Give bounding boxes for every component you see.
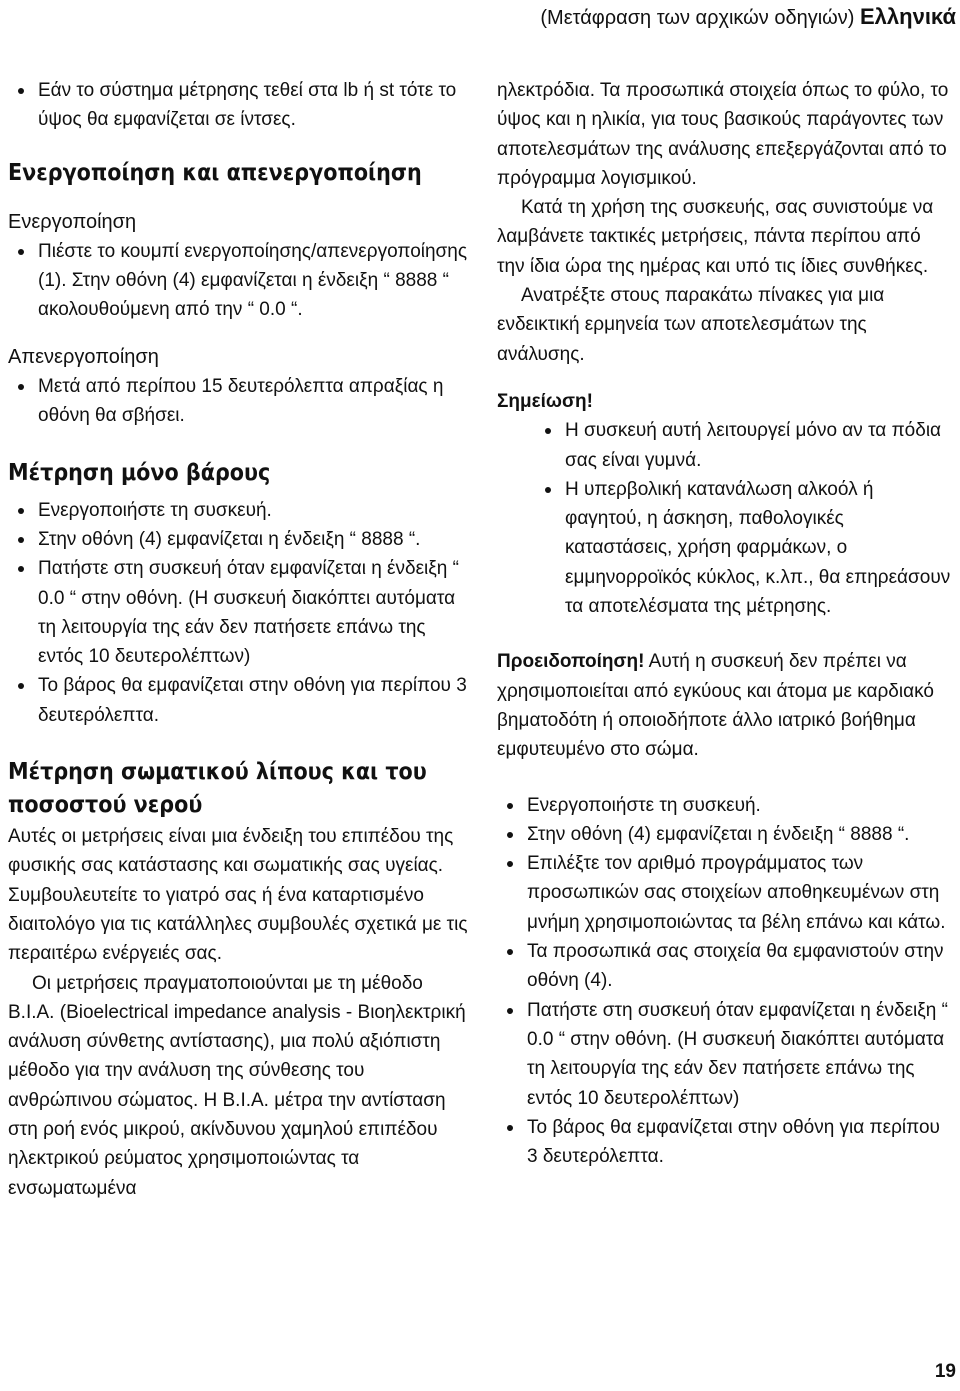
paragraph: Αυτές οι μετρήσεις είναι μια ένδειξη του επιπέδου της φυσικής σας κατάστασης και σωματικής σας υγείας. Συμβουλευτείτε το γιατρό σας ή ένα καταρτισμένο διαιτολόγο για τις κατάλληλες συμβουλές σχετικά με τις περαιτέρω ενέργειές σας. [8, 826, 468, 965]
paragraph: Οι μετρήσεις πραγματοποιούνται με τη μέθοδο B.I.A. (Bioelectrical impedance analysis - Βιοηλεκτρική ανάλυση σύνθετης αντίστασης), μια πολύ αξιόπιστη μέθοδο για την ανάλυση της σύνθεσης του ανθρώπινου σώματος. Η B.I.A. μέτρα την αντίσταση στη ροή ενός μικρού, ακίνδυνου χαμηλού επιπέδου ηλεκτρικού ρεύματος χρησιμοποιώντας τα ενσωματωμένα [8, 972, 466, 1199]
list-item: Πιέστε το κουμπί ενεργοποίησης/απενεργοποίησης (1). Στην οθόνη (4) εμφανίζεται η ένδειξη “ 8888 “ ακολουθούμενη από την “ 0.0 “. [8, 237, 470, 325]
section-title-fat [8, 756, 470, 822]
list-item: Εάν το σύστημα μέτρησης τεθεί στα lb ή st τότε το ύψος θα εμφανίζεται σε ίντσες. [8, 76, 470, 135]
section-title-fat-line2: ποσοστού νερού [8, 792, 203, 819]
list-item: Επιλέξτε τον αριθμό προγράμματος των προσωπικών σας στοιχείων αποθηκευμένων στη μνήμη χρησιμοποιώντας τα βέλη επάνω και κάτω. [497, 849, 952, 937]
note-title: Σημείωση! [497, 390, 593, 412]
paragraph: Κατά τη χρήση της συσκευής, σας συνιστούμε να λαμβάνετε τακτικές μετρήσεις, πάντα περίπου από την ίδια ώρα της ημέρας και υπό τις ίδιες συνθήκες. [497, 197, 934, 277]
right-column [497, 76, 952, 1171]
list-item: Πατήστε στη συσκευή όταν εμφανίζεται η ένδειξη “ 0.0 “ στην οθόνη. (Η συσκευή διακόπτει αυτόματα τη λειτουργία της εάν δεν πατήσετε επάνω της εντός 10 δευτερολέπτων) [497, 996, 952, 1113]
warning-text: Αυτή η συσκευή δεν πρέπει να χρησιμοποιείται από εγκύους και άτομα με καρδιακό βηματοδότη ή οποιοδήποτε άλλο ιατρικό βοήθημα εμφυτευμένο στο σώμα. [497, 651, 934, 761]
list-item: Πατήστε στη συσκευή όταν εμφανίζεται η ένδειξη “ 0.0 “ στην οθόνη. (Η συσκευή διακόπτει αυτόματα τη λειτουργία της εάν δεν πατήσετε επάνω της εντός 10 δευτερολέπτων) [8, 554, 470, 671]
page-number: 19 [934, 1361, 956, 1382]
list-item: Τα προσωπικά σας στοιχεία θα εμφανιστούν στην οθόνη (4). [497, 937, 952, 996]
list-item: Η υπερβολική κατανάλωση αλκοόλ ή φαγητού, η άσκηση, παθολογικές καταστάσεις, χρήση φαρμάκων, ο εμμηνορροϊκός κύκλος, κ.λπ., θα επηρεάσουν τα αποτελέσματα της μέτρησης. [535, 475, 952, 621]
section-title-weight: Μέτρηση μόνο βάρους [8, 459, 271, 486]
translation-note: (Μετάφραση των αρχικών οδηγιών) [540, 7, 855, 29]
list-item: Στην οθόνη (4) εμφανίζεται η ένδειξη “ 8888 “. [497, 820, 952, 849]
list-item: Η συσκευή αυτή λειτουργεί μόνο αν τα πόδια σας είναι γυμνά. [535, 416, 952, 475]
note-list [497, 416, 952, 621]
list-item: Ενεργοποιήστε τη συσκευή. [497, 791, 952, 820]
subtitle-off: Απενεργοποίηση [8, 345, 159, 368]
list-item: Ενεργοποιήστε τη συσκευή. [8, 496, 470, 525]
page-header [540, 4, 956, 30]
list-item: Στην οθόνη (4) εμφανίζεται η ένδειξη “ 8888 “. [8, 525, 470, 554]
subtitle-on: Ενεργοποίηση [8, 210, 137, 233]
warning-paragraph [497, 647, 952, 764]
paragraph: ηλεκτρόδια. Τα προσωπικά στοιχεία όπως το φύλο, το ύψος και η ηλικία, για τους βασικούς παράγοντες των αποτελεσμάτων της ανάλυσης επεξεργάζονται από το πρόγραμμα λογισμικού. [497, 80, 949, 189]
warning-title: Προειδοποίηση! [497, 651, 645, 673]
paragraph: Ανατρέξτε στους παρακάτω πίνακες για μια ενδεικτική ερμηνεία των αποτελεσμάτων της ανάλυσης. [497, 285, 885, 365]
list-item: Το βάρος θα εμφανίζεται στην οθόνη για περίπου 3 δευτερόλεπτα. [8, 671, 470, 730]
language-label: Ελληνικά [860, 4, 956, 29]
section-title-onoff: Ενεργοποίηση και απενεργοποίηση [8, 159, 422, 186]
left-column [8, 76, 470, 1203]
list-item: Το βάρος θα εμφανίζεται στην οθόνη για περίπου 3 δευτερόλεπτα. [497, 1113, 952, 1172]
section-title-fat-line1: Μέτρηση σωματικού λίπους και του [8, 759, 427, 786]
list-item: Μετά από περίπου 15 δευτερόλεπτα απραξίας η οθόνη θα σβήσει. [8, 372, 470, 431]
